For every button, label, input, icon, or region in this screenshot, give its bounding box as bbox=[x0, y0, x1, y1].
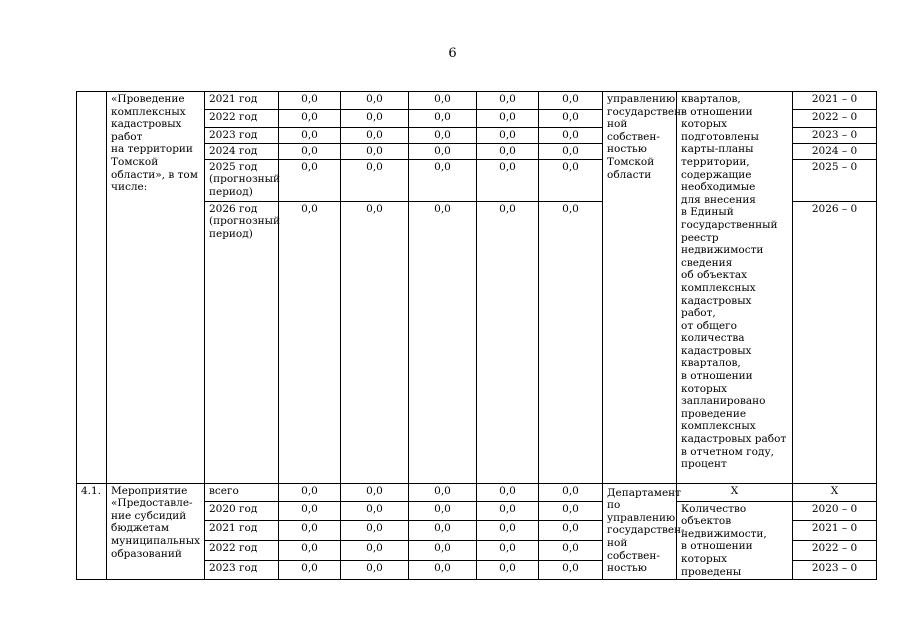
item-number-cell bbox=[77, 92, 107, 484]
year-label: всего bbox=[205, 483, 279, 501]
year-label: 2022 год bbox=[205, 540, 279, 560]
year-label: 2022 год bbox=[205, 110, 279, 128]
indicator-value: 2023 – 0 bbox=[793, 128, 877, 144]
indicator-value: 2021 – 0 bbox=[793, 521, 877, 541]
measure-name: Мероприятие «Предоставле- ние субсидий бюджетам муниципальных образований bbox=[107, 483, 205, 580]
value-cell: 0,0 bbox=[539, 483, 603, 501]
indicator-total: Х bbox=[677, 483, 793, 501]
value-cell: 0,0 bbox=[539, 560, 603, 580]
value-cell: 0,0 bbox=[539, 501, 603, 521]
value-cell: 0,0 bbox=[409, 521, 477, 541]
value-cell: 0,0 bbox=[409, 483, 477, 501]
value-cell: 0,0 bbox=[477, 128, 539, 144]
program-table bbox=[76, 91, 877, 580]
value-cell: 0,0 bbox=[539, 201, 603, 483]
value-cell: 0,0 bbox=[279, 501, 341, 521]
value-cell: 0,0 bbox=[539, 144, 603, 160]
value-cell: 0,0 bbox=[341, 501, 409, 521]
indicator-value: 2023 – 0 bbox=[793, 560, 877, 580]
value-cell: 0,0 bbox=[539, 540, 603, 560]
value-cell: 0,0 bbox=[477, 483, 539, 501]
value-cell: 0,0 bbox=[409, 92, 477, 110]
value-cell: 0,0 bbox=[341, 540, 409, 560]
year-label: 2021 год bbox=[205, 521, 279, 541]
value-cell: 0,0 bbox=[341, 560, 409, 580]
value-cell: 0,0 bbox=[477, 201, 539, 483]
value-cell: 0,0 bbox=[279, 92, 341, 110]
value-cell: 0,0 bbox=[477, 144, 539, 160]
value-cell: 0,0 bbox=[279, 110, 341, 128]
value-cell: 0,0 bbox=[341, 128, 409, 144]
indicator-value: 2026 – 0 bbox=[793, 201, 877, 483]
value-cell: 0,0 bbox=[279, 521, 341, 541]
value-cell: 0,0 bbox=[341, 159, 409, 201]
value-cell: 0,0 bbox=[539, 92, 603, 110]
value-cell: 0,0 bbox=[279, 144, 341, 160]
year-label: 2020 год bbox=[205, 501, 279, 521]
year-label: 2023 год bbox=[205, 560, 279, 580]
executor-cell: Департамент по управлению государствен- ной собствен- ностью bbox=[603, 483, 677, 580]
measure-name: «Проведение комплексных кадастровых работ на территории Томской области», в том числе: bbox=[107, 92, 205, 484]
value-cell: 0,0 bbox=[409, 540, 477, 560]
value-cell: 0,0 bbox=[409, 201, 477, 483]
value-cell: 0,0 bbox=[409, 501, 477, 521]
value-cell: 0,0 bbox=[477, 560, 539, 580]
value-cell: 0,0 bbox=[539, 521, 603, 541]
year-label: 2026 год (прогнозный период) bbox=[205, 201, 279, 483]
year-label: 2021 год bbox=[205, 92, 279, 110]
table-row bbox=[77, 483, 877, 501]
value-cell: 0,0 bbox=[341, 521, 409, 541]
indicator-value: 2022 – 0 bbox=[793, 540, 877, 560]
value-cell: 0,0 bbox=[409, 159, 477, 201]
value-cell: 0,0 bbox=[477, 92, 539, 110]
value-cell: 0,0 bbox=[409, 128, 477, 144]
indicator-description: Количество объектов недвижимости, в отношении которых проведены bbox=[677, 501, 793, 580]
indicator-value: 2021 – 0 bbox=[793, 92, 877, 110]
value-cell: 0,0 bbox=[341, 110, 409, 128]
table-row bbox=[77, 92, 877, 110]
value-cell: 0,0 bbox=[477, 159, 539, 201]
year-label: 2025 год (прогнозный период) bbox=[205, 159, 279, 201]
indicator-value: Х bbox=[793, 483, 877, 501]
indicator-value: 2025 – 0 bbox=[793, 159, 877, 201]
value-cell: 0,0 bbox=[279, 201, 341, 483]
value-cell: 0,0 bbox=[477, 521, 539, 541]
indicator-value: 2020 – 0 bbox=[793, 501, 877, 521]
value-cell: 0,0 bbox=[341, 144, 409, 160]
value-cell: 0,0 bbox=[477, 110, 539, 128]
executor-cell: управлению государствен- ной собствен- ностью Томской области bbox=[603, 92, 677, 484]
item-number-cell: 4.1. bbox=[77, 483, 107, 580]
value-cell: 0,0 bbox=[477, 540, 539, 560]
page-number: 6 bbox=[448, 46, 457, 61]
indicator-value: 2024 – 0 bbox=[793, 144, 877, 160]
value-cell: 0,0 bbox=[341, 92, 409, 110]
value-cell: 0,0 bbox=[539, 110, 603, 128]
value-cell: 0,0 bbox=[279, 128, 341, 144]
indicator-description: кварталов, в отношении которых подготовлены карты-планы территории, содержащие необходимые для внесения в Единый государственный реестр недвижимости сведения об объектах комплексных кадастровых работ, от общего количества кадастровых кварталов, в отношении которых запланировано проведение комплексных кадастровых работ в отчетном году, процент bbox=[677, 92, 793, 484]
value-cell: 0,0 bbox=[279, 159, 341, 201]
value-cell: 0,0 bbox=[279, 483, 341, 501]
year-label: 2023 год bbox=[205, 128, 279, 144]
value-cell: 0,0 bbox=[539, 159, 603, 201]
value-cell: 0,0 bbox=[279, 560, 341, 580]
value-cell: 0,0 bbox=[341, 201, 409, 483]
year-label: 2024 год bbox=[205, 144, 279, 160]
value-cell: 0,0 bbox=[539, 128, 603, 144]
value-cell: 0,0 bbox=[409, 560, 477, 580]
value-cell: 0,0 bbox=[409, 144, 477, 160]
value-cell: 0,0 bbox=[279, 540, 341, 560]
indicator-value: 2022 – 0 bbox=[793, 110, 877, 128]
value-cell: 0,0 bbox=[341, 483, 409, 501]
value-cell: 0,0 bbox=[477, 501, 539, 521]
value-cell: 0,0 bbox=[409, 110, 477, 128]
